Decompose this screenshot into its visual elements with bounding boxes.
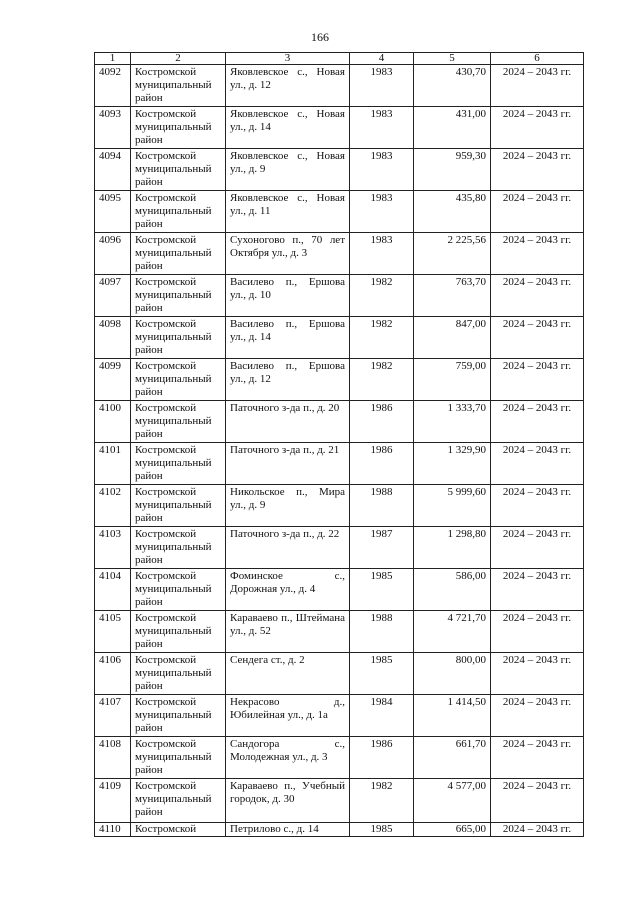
year-cell: 1987 [350,527,414,569]
area-cell: 4 577,00 [414,779,491,823]
district-cell: Костромской муниципальный район [131,779,226,823]
area-cell: 5 999,60 [414,485,491,527]
row-number: 4092 [95,65,131,107]
period-cell: 2024 – 2043 гг. [491,191,584,233]
table-row [95,485,584,527]
address-cell: Паточного з-да п., д. 21 [226,443,350,485]
district-cell: Костромской муниципальный район [131,443,226,485]
address-cell: Некрасово д., Юбилейная ул., д. 1а [226,695,350,737]
row-number: 4101 [95,443,131,485]
period-cell: 2024 – 2043 гг. [491,653,584,695]
table-row [95,275,584,317]
address-cell: Паточного з-да п., д. 20 [226,401,350,443]
area-cell: 1 298,80 [414,527,491,569]
table-row [95,233,584,275]
year-cell: 1983 [350,191,414,233]
address-cell: Яковлевское с., Новая ул., д. 14 [226,107,350,149]
district-cell: Костромской муниципальный район [131,653,226,695]
address-cell: Караваево п., Учебный городок, д. 30 [226,779,350,823]
period-cell: 2024 – 2043 гг. [491,359,584,401]
table-body [95,65,584,837]
address-cell: Василево п., Ершова ул., д. 14 [226,317,350,359]
column-header: 5 [414,53,491,65]
period-cell: 2024 – 2043 гг. [491,569,584,611]
district-cell: Костромской муниципальный район [131,737,226,779]
period-cell: 2024 – 2043 гг. [491,233,584,275]
year-cell: 1985 [350,653,414,695]
column-header: 6 [491,53,584,65]
area-cell: 661,70 [414,737,491,779]
period-cell: 2024 – 2043 гг. [491,695,584,737]
period-cell: 2024 – 2043 гг. [491,401,584,443]
district-cell: Костромской муниципальный район [131,317,226,359]
period-cell: 2024 – 2043 гг. [491,317,584,359]
period-cell: 2024 – 2043 гг. [491,275,584,317]
address-cell: Яковлевское с., Новая ул., д. 9 [226,149,350,191]
table-row [95,359,584,401]
district-cell: Костромской [131,823,226,837]
area-cell: 431,00 [414,107,491,149]
district-cell: Костромской муниципальный район [131,611,226,653]
year-cell: 1985 [350,569,414,611]
year-cell: 1982 [350,275,414,317]
row-number: 4105 [95,611,131,653]
area-cell: 800,00 [414,653,491,695]
column-header: 2 [131,53,226,65]
table-row [95,569,584,611]
address-cell: Сухоногово п., 70 лет Октября ул., д. 3 [226,233,350,275]
area-cell: 430,70 [414,65,491,107]
row-number: 4103 [95,527,131,569]
area-cell: 1 329,90 [414,443,491,485]
period-cell: 2024 – 2043 гг. [491,107,584,149]
page-number: 166 [311,30,329,44]
period-cell: 2024 – 2043 гг. [491,443,584,485]
row-number: 4095 [95,191,131,233]
district-cell: Костромской муниципальный район [131,191,226,233]
table-row [95,527,584,569]
district-cell: Костромской муниципальный район [131,527,226,569]
table-row [95,191,584,233]
area-cell: 763,70 [414,275,491,317]
district-cell: Костромской муниципальный район [131,149,226,191]
row-number: 4093 [95,107,131,149]
address-cell: Василево п., Ершова ул., д. 12 [226,359,350,401]
table-row [95,401,584,443]
column-header: 3 [226,53,350,65]
period-cell: 2024 – 2043 гг. [491,527,584,569]
row-number: 4108 [95,737,131,779]
year-cell: 1982 [350,359,414,401]
area-cell: 1 333,70 [414,401,491,443]
year-cell: 1986 [350,737,414,779]
table-row [95,653,584,695]
district-cell: Костромской муниципальный район [131,569,226,611]
table-row [95,823,584,837]
address-cell: Фоминское с., Дорожная ул., д. 4 [226,569,350,611]
address-cell: Петрилово с., д. 14 [226,823,350,837]
district-cell: Костромской муниципальный район [131,107,226,149]
address-cell: Василево п., Ершова ул., д. 10 [226,275,350,317]
row-number: 4097 [95,275,131,317]
period-cell: 2024 – 2043 гг. [491,779,584,823]
district-cell: Костромской муниципальный район [131,695,226,737]
row-number: 4104 [95,569,131,611]
row-number: 4094 [95,149,131,191]
area-cell: 759,00 [414,359,491,401]
period-cell: 2024 – 2043 гг. [491,737,584,779]
row-number: 4109 [95,779,131,823]
year-cell: 1983 [350,65,414,107]
year-cell: 1988 [350,485,414,527]
row-number: 4099 [95,359,131,401]
table-row [95,779,584,823]
address-cell: Никольское п., Мира ул., д. 9 [226,485,350,527]
area-cell: 586,00 [414,569,491,611]
area-cell: 665,00 [414,823,491,837]
table-row [95,107,584,149]
year-cell: 1983 [350,149,414,191]
table-row [95,443,584,485]
table-row [95,737,584,779]
period-cell: 2024 – 2043 гг. [491,823,584,837]
table-row [95,317,584,359]
district-cell: Костромской муниципальный район [131,359,226,401]
area-cell: 1 414,50 [414,695,491,737]
district-cell: Костромской муниципальный район [131,401,226,443]
row-number: 4098 [95,317,131,359]
row-number: 4107 [95,695,131,737]
district-cell: Костромской муниципальный район [131,485,226,527]
address-cell: Паточного з-да п., д. 22 [226,527,350,569]
area-cell: 847,00 [414,317,491,359]
area-cell: 959,30 [414,149,491,191]
column-header: 1 [95,53,131,65]
year-cell: 1986 [350,401,414,443]
header-row [95,53,584,65]
period-cell: 2024 – 2043 гг. [491,485,584,527]
table-row [95,611,584,653]
row-number: 4096 [95,233,131,275]
period-cell: 2024 – 2043 гг. [491,65,584,107]
row-number: 4106 [95,653,131,695]
table-row [95,695,584,737]
address-cell: Яковлевское с., Новая ул., д. 11 [226,191,350,233]
year-cell: 1983 [350,107,414,149]
year-cell: 1982 [350,317,414,359]
year-cell: 1984 [350,695,414,737]
address-cell: Сендега ст., д. 2 [226,653,350,695]
area-cell: 2 225,56 [414,233,491,275]
row-number: 4102 [95,485,131,527]
address-cell: Караваево п., Штеймана ул., д. 52 [226,611,350,653]
address-cell: Сандогора с., Молодежная ул., д. 3 [226,737,350,779]
district-cell: Костромской муниципальный район [131,275,226,317]
row-number: 4100 [95,401,131,443]
year-cell: 1982 [350,779,414,823]
year-cell: 1985 [350,823,414,837]
period-cell: 2024 – 2043 гг. [491,611,584,653]
district-cell: Костромской муниципальный район [131,233,226,275]
table-row [95,65,584,107]
area-cell: 435,80 [414,191,491,233]
period-cell: 2024 – 2043 гг. [491,149,584,191]
address-cell: Яковлевское с., Новая ул., д. 12 [226,65,350,107]
year-cell: 1983 [350,233,414,275]
year-cell: 1986 [350,443,414,485]
column-header: 4 [350,53,414,65]
district-cell: Костромской муниципальный район [131,65,226,107]
table-row [95,149,584,191]
year-cell: 1988 [350,611,414,653]
row-number: 4110 [95,823,131,837]
housing-registry-table [94,52,584,837]
area-cell: 4 721,70 [414,611,491,653]
